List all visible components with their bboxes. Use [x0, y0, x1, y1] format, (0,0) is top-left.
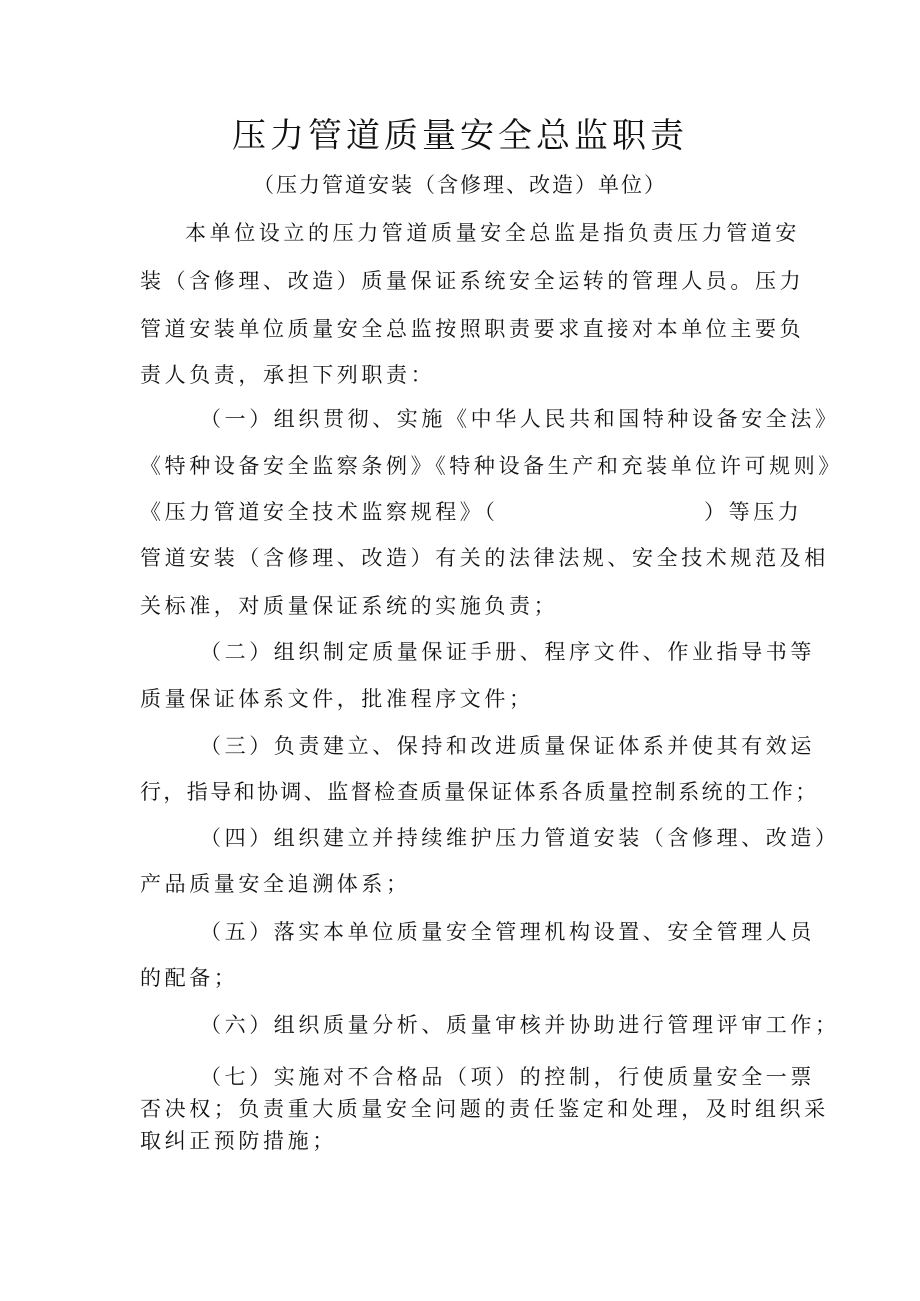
item-1-line: （一）组织贯彻、实施《中华人民共和国特种设备安全法》 — [200, 407, 840, 431]
item-5-line: （五）落实本单位质量安全管理机构设置、安全管理人员 — [200, 920, 815, 944]
item-7-line: 否决权；负责重大质量安全问题的责任鉴定和处理，及时组织采 — [140, 1097, 829, 1121]
document-subtitle: （压力管道安装（含修理、改造）单位） — [253, 173, 667, 197]
item-6-line: （六）组织质量分析、质量审核并协助进行管理评审工作； — [200, 1013, 840, 1037]
intro-line: 管道安装单位质量安全总监按照职责要求直接对本单位主要负 — [140, 317, 805, 341]
intro-line: 装（含修理、改造）质量保证系统安全运转的管理人员。压力 — [140, 269, 805, 293]
document-title: 压力管道质量安全总监职责 — [232, 116, 688, 156]
item-3-line: （三）负责建立、保持和改进质量保证体系并使其有效运 — [200, 734, 815, 758]
item-4-line: 产品质量安全追溯体系； — [140, 872, 411, 896]
item-7-line: （七）实施对不合格品（项）的控制，行使质量安全一票 — [200, 1065, 815, 1089]
item-7-line: 取纠正预防措施； — [140, 1129, 337, 1153]
item-2-line: （二）组织制定质量保证手册、程序文件、作业指导书等 — [200, 640, 815, 664]
item-2-line: 质量保证体系文件，批准程序文件； — [140, 687, 534, 711]
intro-line: 责人负责，承担下列职责： — [140, 363, 436, 387]
item-3-line: 行，指导和协调、监督检查质量保证体系各质量控制系统的工作； — [140, 780, 819, 804]
item-1-line: 《压力管道安全技术监察规程》（ ）等压力 — [140, 500, 803, 524]
item-1-line: 管道安装（含修理、改造）有关的法律法规、安全技术规范及相 — [140, 546, 829, 570]
item-1-line: 关标准，对质量保证系统的实施负责； — [140, 594, 559, 618]
item-1-line: 《特种设备安全监察条例》《特种设备生产和充装单位许可规则》 — [140, 454, 843, 478]
item-4-line: （四）组织建立并持续维护压力管道安装（含修理、改造） — [200, 826, 840, 850]
intro-line: 本单位设立的压力管道质量安全总监是指负责压力管道安 — [185, 221, 800, 245]
item-5-line: 的配备； — [140, 966, 239, 990]
